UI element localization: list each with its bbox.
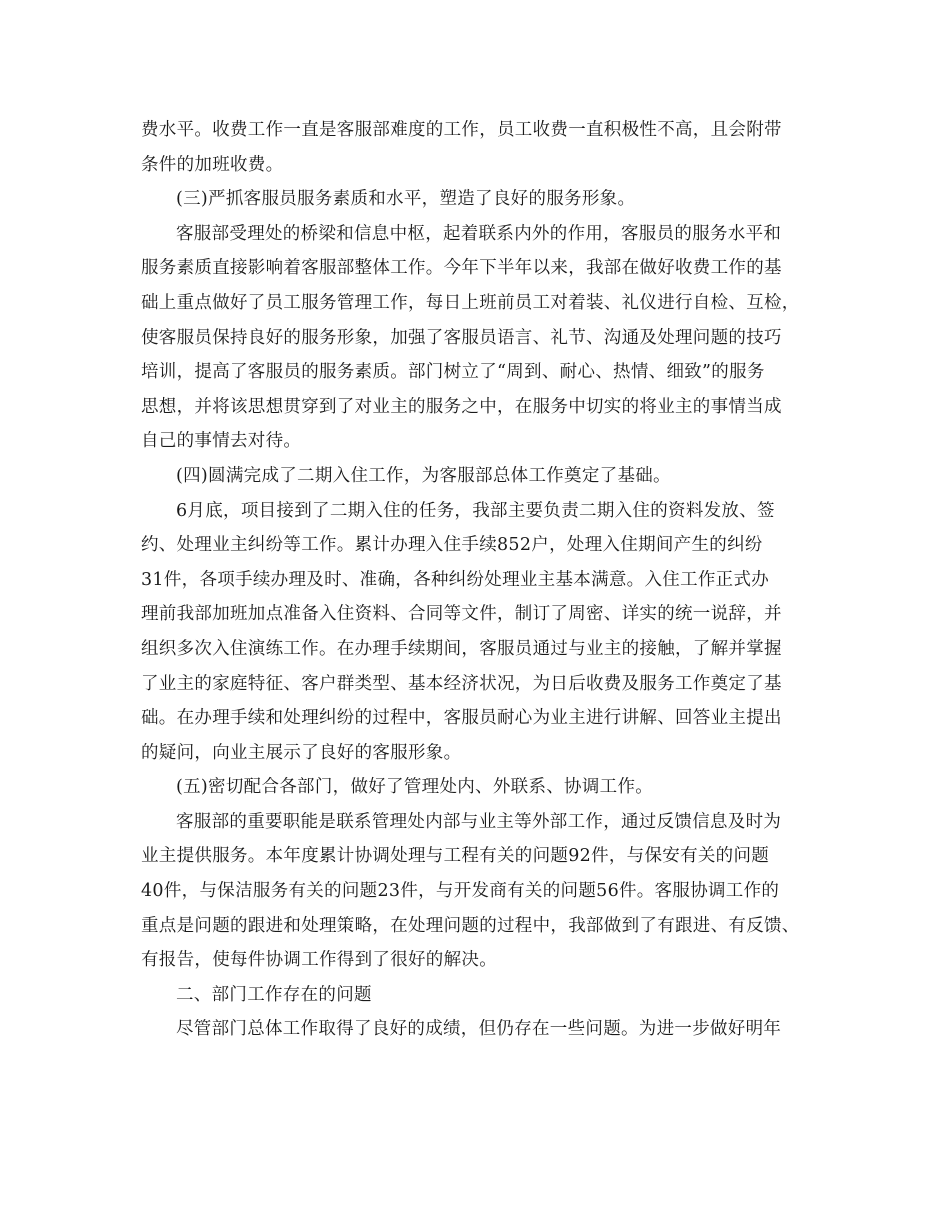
text-line: (五)密切配合各部门，做好了管理处内、外联系、协调工作。 bbox=[176, 777, 654, 798]
text-line: 有报告，使每件协调工作得到了很好的解决。 bbox=[141, 950, 497, 971]
text-line: 尽管部门总体工作取得了良好的成绩，但仍存在一些问题。为进一步做好明年 bbox=[176, 1019, 782, 1040]
text-line: 条件的加班收费。 bbox=[141, 154, 284, 175]
text-line: 自己的事情去对待。 bbox=[141, 431, 302, 452]
text-line: 重点是问题的跟进和处理策略，在处理问题的过程中，我部做到了有跟进、有反馈、 bbox=[141, 915, 800, 936]
text-line: 了业主的家庭特征、客户群类型、基本经济状况，为日后收费及服务工作奠定了基 bbox=[141, 673, 782, 694]
text-line: 础。在办理手续和处理纠纷的过程中，客服员耐心为业主进行讲解、回答业主提出 bbox=[141, 708, 782, 729]
text-line: 约、处理业主纠纷等工作。累计办理入住手续852户，处理入住期间产生的纠纷 bbox=[141, 535, 763, 556]
text-line: (四)圆满完成了二期入住工作，为客服部总体工作奠定了基础。 bbox=[176, 465, 671, 486]
text-line: 二、部门工作存在的问题 bbox=[176, 984, 372, 1005]
text-line: 40件，与保洁服务有关的问题23件，与开发商有关的问题56件。客服协调工作的 bbox=[141, 881, 780, 902]
text-line: 服务素质直接影响着客服部整体工作。今年下半年以来，我部在做好收费工作的基 bbox=[141, 258, 782, 279]
text-line: 础上重点做好了员工服务管理工作，每日上班前员工对着装、礼仪进行自检、互检， bbox=[141, 292, 800, 313]
text-line: 培训，提高了客服员的服务素质。部门树立了“周到、耐心、热情、细致”的服务 bbox=[141, 362, 765, 383]
text-line: 的疑问，向业主展示了良好的客服形象。 bbox=[141, 742, 462, 763]
text-line: 客服部的重要职能是联系管理处内部与业主等外部工作，通过反馈信息及时为 bbox=[176, 811, 782, 832]
text-line: 理前我部加班加点准备入住资料、合同等文件，制订了周密、详实的统一说辞，并 bbox=[141, 604, 782, 625]
text-line: 费水平。收费工作一直是客服部难度的工作，员工收费一直积极性不高，且会附带 bbox=[141, 120, 782, 140]
document-body bbox=[141, 113, 821, 1047]
text-line: 使客服员保持良好的服务形象，加强了客服员语言、礼节、沟通及处理问题的技巧 bbox=[141, 327, 782, 348]
text-line: 思想，并将该思想贯穿到了对业主的服务之中，在服务中切实的将业主的事情当成 bbox=[141, 396, 782, 417]
text-line: (三)严抓客服员服务素质和水平，塑造了良好的服务形象。 bbox=[176, 189, 636, 210]
text-line: 客服部受理处的桥梁和信息中枢，起着联系内外的作用，客服员的服务水平和 bbox=[176, 223, 782, 244]
text-line: 31件，各项手续办理及时、准确，各种纠纷处理业主基本满意。入住工作正式办 bbox=[141, 569, 770, 590]
text-line: 业主提供服务。本年度累计协调处理与工程有关的问题92件，与保安有关的问题 bbox=[141, 846, 770, 867]
text-line: 6月底，项目接到了二期入住的任务，我部主要负责二期入住的资料发放、签 bbox=[176, 500, 775, 521]
text-line: 组织多次入住演练工作。在办理手续期间，客服员通过与业主的接触，了解并掌握 bbox=[141, 638, 782, 659]
